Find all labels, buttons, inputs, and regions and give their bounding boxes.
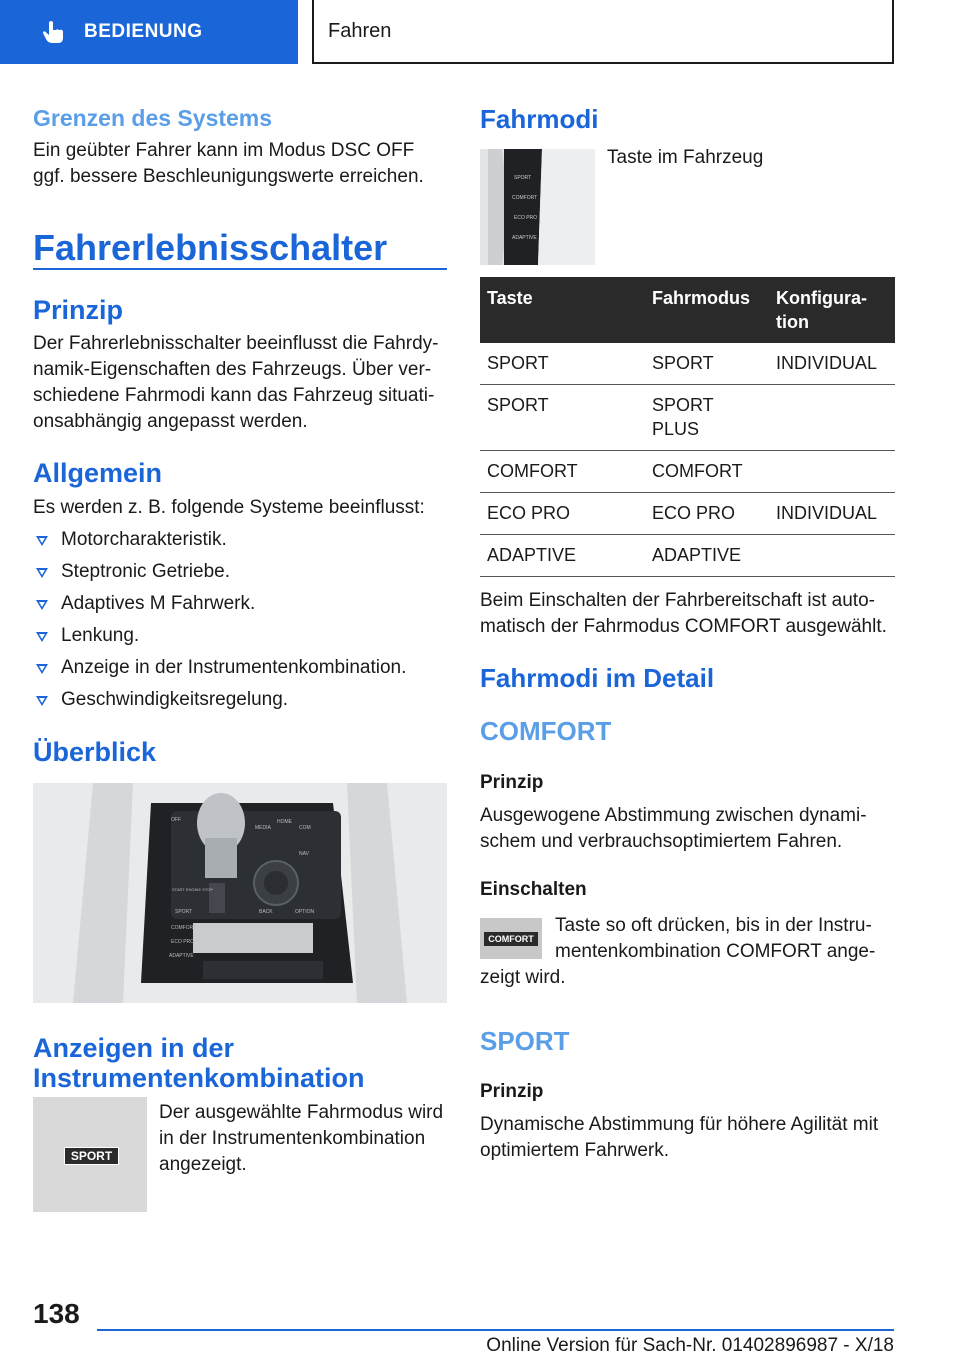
comfort-prinzip-label: Prinzip [480, 772, 544, 793]
table-header: Konfigura-tion [769, 277, 895, 343]
fahrmodi-heading: Fahrmodi [480, 104, 599, 134]
console-label: START ENGINE STOP [172, 887, 214, 892]
table-cell: INDIVIDUAL [769, 343, 895, 385]
table-cell: ECO PRO [480, 493, 645, 535]
list-item: Anzeige in der Instrumentenkombination. [33, 655, 447, 681]
footer-online-text: Online Version für Sach-Nr. 01402896987 - X/18 [486, 1335, 894, 1356]
console-label: MEDIA [255, 825, 271, 831]
comfort-prinzip-text: Ausgewogene Abstimmung zwischen dynami-schem und verbrauchsoptimiertem Fahren. [480, 805, 867, 852]
fahrmodi-table [480, 277, 895, 577]
table-row [480, 343, 895, 385]
sport-prinzip-label: Prinzip [480, 1081, 544, 1102]
comfort-display-image [480, 918, 542, 959]
page-title: Fahrerlebnisschalter [33, 227, 388, 268]
grenzen-text: Ein geübter Fahrer kann im Modus DSC OFF ggf. bessere Beschleunigungswerte erreichen. [33, 140, 424, 187]
chapter-box[interactable] [312, 0, 894, 64]
anzeigen-heading: Anzeigen in der Instrumentenkombination [33, 1033, 365, 1093]
table-cell: ADAPTIVE [645, 535, 769, 577]
sport-prinzip-text: Dynamische Abstimmung für höhere Agilität mit optimiertem Fahrwerk. [480, 1114, 879, 1161]
triangle-bullet-icon [36, 632, 48, 642]
table-cell: SPORT PLUS [645, 385, 769, 451]
table-header-row [480, 277, 895, 343]
panel-label: COMFORT [512, 195, 538, 201]
console-label: OPTION [295, 909, 315, 915]
prinzip-heading: Prinzip [33, 295, 124, 325]
console-label: ECO PRO [171, 939, 195, 945]
table-cell: COMFORT [480, 451, 645, 493]
table-row [480, 493, 895, 535]
console-label: HOME [277, 819, 292, 825]
title-rule [33, 268, 447, 270]
list-item: Lenkung. [33, 623, 447, 649]
page-number: 138 [33, 1298, 80, 1329]
grenzen-heading: Grenzen des Systems [33, 105, 273, 131]
center-console-image [33, 783, 447, 1003]
sport-display-image [33, 1097, 147, 1212]
einschalten-label: Einschalten [480, 879, 587, 900]
einschalten-text-c: zeigt wird. [480, 967, 566, 988]
triangle-bullet-icon [36, 664, 48, 674]
table-cell: INDIVIDUAL [769, 493, 895, 535]
taste-caption: Taste im Fahrzeug [607, 147, 764, 168]
table-header: Fahrmodus [645, 277, 769, 343]
console-label: BACK [259, 909, 273, 915]
triangle-bullet-icon [36, 536, 48, 546]
footer-rule [97, 1329, 894, 1331]
sport-badge: SPORT [64, 1147, 119, 1165]
table-cell: SPORT [480, 385, 645, 451]
anzeigen-text: Der ausgewählte Fahrmodus wird in der Instrumentenkombination angezeigt. [159, 1102, 444, 1175]
allgemein-heading: Allgemein [33, 458, 163, 488]
table-row [480, 535, 895, 577]
triangle-bullet-icon [36, 696, 48, 706]
sport-heading: SPORT [480, 1026, 570, 1056]
ueberblick-heading: Überblick [33, 737, 157, 767]
table-cell: ECO PRO [645, 493, 769, 535]
triangle-bullet-icon [36, 568, 48, 578]
table-cell: ADAPTIVE [480, 535, 645, 577]
chapter-label: Fahren [328, 19, 392, 42]
console-label: ADAPTIVE [169, 953, 194, 959]
mode-button-panel-image [480, 149, 595, 265]
table-row [480, 385, 895, 451]
list-item: Adaptives M Fahrwerk. [33, 591, 447, 617]
table-cell: COMFORT [645, 451, 769, 493]
table-cell: SPORT [645, 343, 769, 385]
console-label: COM [299, 825, 311, 831]
allgemein-list [33, 527, 447, 719]
section-label: BEDIENUNG [84, 21, 203, 42]
triangle-bullet-icon [36, 600, 48, 610]
table-cell [769, 451, 895, 493]
beim-text: Beim Einschalten der Fahrbereitschaft ist auto-matisch der Fahrmodus COMFORT ausgewählt. [480, 590, 887, 637]
panel-label: ECO PRO [514, 215, 538, 221]
list-item: Geschwindigkeitsregelung. [33, 687, 447, 713]
panel-label: SPORT [514, 175, 532, 181]
console-label: NAV [299, 851, 309, 857]
console-label: SPORT [175, 909, 193, 915]
list-item: Motorcharakteristik. [33, 527, 447, 553]
panel-label: ADAPTIVE [512, 235, 537, 241]
table-cell [769, 535, 895, 577]
comfort-heading: COMFORT [480, 716, 612, 746]
console-label: COMFORT [171, 925, 197, 931]
console-label: OFF [171, 817, 181, 823]
allgemein-intro: Es werden z. B. folgende Systeme beeinflusst: [33, 497, 425, 518]
detail-heading: Fahrmodi im Detail [480, 663, 715, 693]
list-item: Steptronic Getriebe. [33, 559, 447, 585]
section-tab[interactable] [0, 0, 298, 64]
einschalten-text-b: mentenkombination COMFORT ange- [555, 941, 876, 962]
hand-pointer-icon [40, 19, 66, 45]
table-cell [769, 385, 895, 451]
comfort-badge: COMFORT [484, 932, 538, 946]
table-cell: SPORT [480, 343, 645, 385]
einschalten-text-a: Taste so oft drücken, bis in der Instru- [555, 915, 872, 936]
prinzip-text: Der Fahrerlebnisschalter beeinflusst die Fahrdy-namik-Eigenschaften des Fahrzeugs. Über ver-schiedene Fahrmodi kann das Fahrzeug situati-onsabhängig angepasst werden. [33, 333, 439, 432]
table-row [480, 451, 895, 493]
table-header: Taste [480, 277, 645, 343]
